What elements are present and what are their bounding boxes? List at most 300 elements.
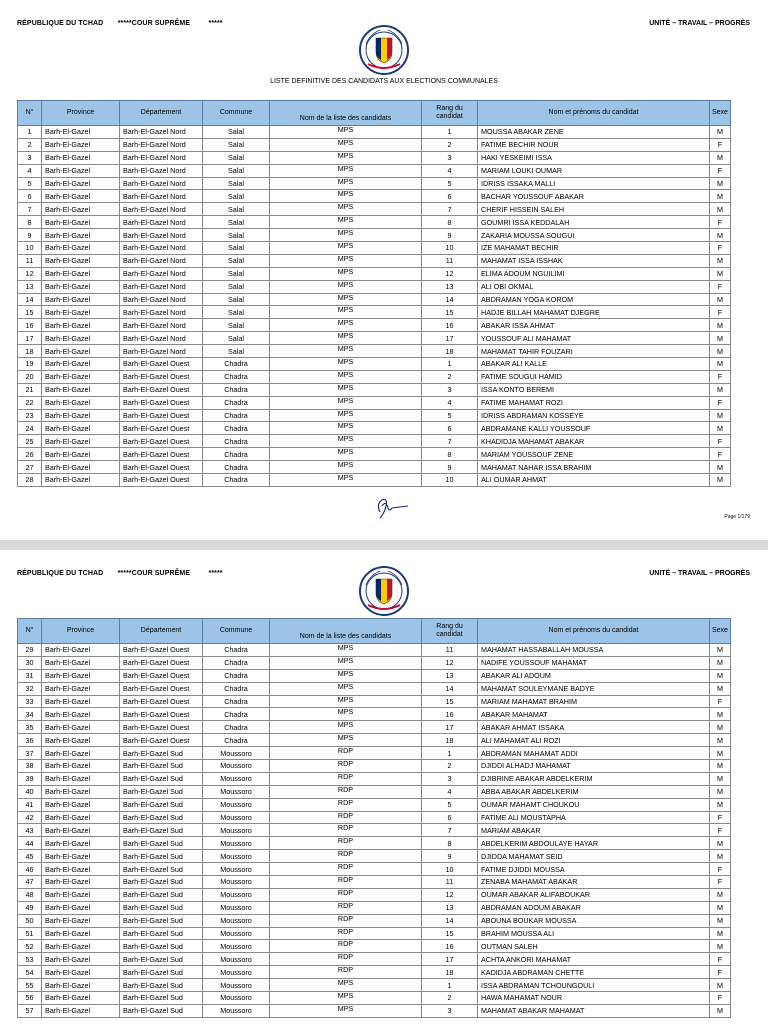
cell-province: Barh-El-Gazel — [42, 435, 120, 448]
cell-rang: 13 — [422, 901, 478, 914]
col-header-commune: Commune — [203, 619, 270, 644]
cell-liste: MPS — [270, 138, 422, 151]
table-header-row — [18, 619, 731, 644]
col-header-nom: Nom et prénoms du candidat — [478, 619, 710, 644]
cell-rang: 1 — [422, 979, 478, 992]
cell-nom: MARIAM YOUSSOUF ZENE — [478, 448, 710, 461]
table-row — [18, 319, 731, 332]
cell-num: 36 — [18, 734, 42, 747]
cell-province: Barh-El-Gazel — [42, 280, 120, 293]
cell-num: 28 — [18, 474, 42, 487]
cell-province: Barh-El-Gazel — [42, 448, 120, 461]
cell-nom: ZAKARIA MOUSSA SOUGUI — [478, 229, 710, 242]
cell-num: 48 — [18, 888, 42, 901]
table-row — [18, 824, 731, 837]
cell-sexe: F — [710, 863, 731, 876]
cell-nom: ACHTA ANKORI MAHAMAT — [478, 953, 710, 966]
cell-num: 19 — [18, 358, 42, 371]
col-header-num: N° — [18, 101, 42, 126]
cell-province: Barh-El-Gazel — [42, 656, 120, 669]
cell-liste: MPS — [270, 695, 422, 708]
cell-province: Barh-El-Gazel — [42, 876, 120, 889]
cell-nom: FATIME MAHAMAT ROZI — [478, 396, 710, 409]
cell-province: Barh-El-Gazel — [42, 927, 120, 940]
cell-sexe: F — [710, 216, 731, 229]
cell-commune: Chadra — [203, 358, 270, 371]
cell-departement: Barh-El-Gazel Sud — [120, 785, 203, 798]
cell-liste: RDP — [270, 772, 422, 785]
cell-rang: 5 — [422, 798, 478, 811]
table-row — [18, 940, 731, 953]
cell-sexe: F — [710, 448, 731, 461]
cell-num: 41 — [18, 798, 42, 811]
cell-rang: 10 — [422, 242, 478, 255]
cell-commune: Chadra — [203, 448, 270, 461]
cell-nom: MAHAMAT SOULEYMANE BADYE — [478, 682, 710, 695]
cell-liste: MPS — [270, 254, 422, 267]
cell-num: 43 — [18, 824, 42, 837]
cell-province: Barh-El-Gazel — [42, 760, 120, 773]
cell-liste: RDP — [270, 953, 422, 966]
cell-commune: Salal — [203, 280, 270, 293]
cell-rang: 4 — [422, 164, 478, 177]
cell-commune: Moussoro — [203, 992, 270, 1005]
cell-commune: Moussoro — [203, 824, 270, 837]
cell-nom: ABDRAMAN YOGA KOROM — [478, 293, 710, 306]
table-row — [18, 914, 731, 927]
cell-sexe: F — [710, 435, 731, 448]
cell-num: 51 — [18, 927, 42, 940]
cell-province: Barh-El-Gazel — [42, 708, 120, 721]
cell-commune: Moussoro — [203, 966, 270, 979]
cell-province: Barh-El-Gazel — [42, 422, 120, 435]
table-row — [18, 888, 731, 901]
cell-commune: Salal — [203, 319, 270, 332]
cell-departement: Barh-El-Gazel Sud — [120, 992, 203, 1005]
cell-departement: Barh-El-Gazel Ouest — [120, 708, 203, 721]
table-body — [18, 644, 731, 1018]
cell-nom: MAHAMAT TAHIR FOUZARI — [478, 345, 710, 358]
table-row — [18, 306, 731, 319]
cell-nom: ISSA ABDRAMAN TCHOUNGOULI — [478, 979, 710, 992]
cell-province: Barh-El-Gazel — [42, 358, 120, 371]
cell-sexe: M — [710, 229, 731, 242]
cell-num: 5 — [18, 177, 42, 190]
table-row — [18, 850, 731, 863]
header-country-court: RÉPUBLIQUE DU TCHAD *****COUR SUPRÊME ***** — [17, 20, 223, 27]
table-row — [18, 422, 731, 435]
cell-nom: MOUSSA ABAKAR ZENE — [478, 126, 710, 139]
cell-departement: Barh-El-Gazel Sud — [120, 940, 203, 953]
page-separator — [0, 540, 768, 550]
cell-province: Barh-El-Gazel — [42, 811, 120, 824]
cell-commune: Moussoro — [203, 850, 270, 863]
cell-num: 50 — [18, 914, 42, 927]
cell-departement: Barh-El-Gazel Nord — [120, 267, 203, 280]
cell-departement: Barh-El-Gazel Sud — [120, 1004, 203, 1017]
cell-nom: FATIME DJIDDI MOUSSA — [478, 863, 710, 876]
cell-departement: Barh-El-Gazel Sud — [120, 953, 203, 966]
cell-rang: 3 — [422, 151, 478, 164]
cell-rang: 1 — [422, 126, 478, 139]
table-row — [18, 293, 731, 306]
cell-nom: IDRISS ISSAKA MALLI — [478, 177, 710, 190]
cell-province: Barh-El-Gazel — [42, 940, 120, 953]
cell-sexe: M — [710, 461, 731, 474]
cell-rang: 5 — [422, 409, 478, 422]
cell-commune: Moussoro — [203, 940, 270, 953]
cell-liste: RDP — [270, 798, 422, 811]
cell-departement: Barh-El-Gazel Nord — [120, 254, 203, 267]
cell-nom: ALI OBI OKMAL — [478, 280, 710, 293]
cell-rang: 7 — [422, 435, 478, 448]
cell-rang: 7 — [422, 824, 478, 837]
cell-num: 44 — [18, 837, 42, 850]
cell-departement: Barh-El-Gazel Ouest — [120, 383, 203, 396]
cell-sexe: M — [710, 979, 731, 992]
table-header-row — [18, 101, 731, 126]
cell-sexe: M — [710, 126, 731, 139]
cell-commune: Chadra — [203, 721, 270, 734]
cell-num: 32 — [18, 682, 42, 695]
cell-province: Barh-El-Gazel — [42, 216, 120, 229]
cell-province: Barh-El-Gazel — [42, 306, 120, 319]
cell-liste: RDP — [270, 824, 422, 837]
cell-departement: Barh-El-Gazel Nord — [120, 280, 203, 293]
cell-commune: Salal — [203, 332, 270, 345]
cell-commune: Salal — [203, 177, 270, 190]
cell-commune: Chadra — [203, 370, 270, 383]
cell-province: Barh-El-Gazel — [42, 151, 120, 164]
cell-sexe: F — [710, 695, 731, 708]
cell-liste: MPS — [270, 267, 422, 280]
table-row — [18, 461, 731, 474]
cell-departement: Barh-El-Gazel Nord — [120, 242, 203, 255]
cell-rang: 11 — [422, 254, 478, 267]
cell-commune: Chadra — [203, 383, 270, 396]
cell-sexe: F — [710, 953, 731, 966]
header-country-court: RÉPUBLIQUE DU TCHAD *****COUR SUPRÊME ***** — [17, 570, 223, 577]
cell-nom: ISSA KONTO BEREMI — [478, 383, 710, 396]
cell-nom: ALI OUMAR AHMAT — [478, 474, 710, 487]
cell-num: 12 — [18, 267, 42, 280]
cell-rang: 17 — [422, 332, 478, 345]
cell-sexe: M — [710, 901, 731, 914]
cell-nom: MAHAMAT HASSABALLAH MOUSSA — [478, 644, 710, 657]
cell-rang: 2 — [422, 760, 478, 773]
cell-nom: HAWA MAHAMAT NOUR — [478, 992, 710, 1005]
table-row — [18, 695, 731, 708]
cell-rang: 11 — [422, 644, 478, 657]
cell-commune: Chadra — [203, 682, 270, 695]
table-row — [18, 280, 731, 293]
cell-departement: Barh-El-Gazel Nord — [120, 164, 203, 177]
cell-num: 20 — [18, 370, 42, 383]
cell-liste: MPS — [270, 177, 422, 190]
cell-rang: 12 — [422, 267, 478, 280]
cell-num: 2 — [18, 138, 42, 151]
cell-nom: FATIME BECHIR NOUR — [478, 138, 710, 151]
cell-num: 27 — [18, 461, 42, 474]
cell-nom: KHADIDJA MAHAMAT ABAKAR — [478, 435, 710, 448]
cell-commune: Chadra — [203, 669, 270, 682]
cell-liste: RDP — [270, 940, 422, 953]
cell-sexe: M — [710, 474, 731, 487]
cell-rang: 17 — [422, 953, 478, 966]
cell-rang: 15 — [422, 306, 478, 319]
cell-liste: MPS — [270, 383, 422, 396]
cell-departement: Barh-El-Gazel Sud — [120, 850, 203, 863]
cell-commune: Chadra — [203, 474, 270, 487]
cell-sexe: M — [710, 1004, 731, 1017]
cell-num: 33 — [18, 695, 42, 708]
cell-sexe: M — [710, 914, 731, 927]
cell-commune: Chadra — [203, 435, 270, 448]
page-number: Page 1/179 — [724, 514, 750, 520]
cell-commune: Chadra — [203, 461, 270, 474]
cell-liste: MPS — [270, 461, 422, 474]
cell-rang: 1 — [422, 747, 478, 760]
cell-province: Barh-El-Gazel — [42, 824, 120, 837]
cell-departement: Barh-El-Gazel Ouest — [120, 656, 203, 669]
cell-rang: 3 — [422, 1004, 478, 1017]
cell-num: 1 — [18, 126, 42, 139]
cell-departement: Barh-El-Gazel Ouest — [120, 682, 203, 695]
cell-nom: ABDRAMANE KALLI YOUSSOUF — [478, 422, 710, 435]
cell-rang: 15 — [422, 927, 478, 940]
cell-commune: Moussoro — [203, 811, 270, 824]
cell-nom: ABAKAR ALI KALLE — [478, 358, 710, 371]
cell-commune: Moussoro — [203, 747, 270, 760]
cell-liste: MPS — [270, 669, 422, 682]
cell-num: 25 — [18, 435, 42, 448]
cell-liste: MPS — [270, 216, 422, 229]
cell-liste: RDP — [270, 811, 422, 824]
cell-liste: MPS — [270, 229, 422, 242]
cell-nom: CHERIF HISSEIN SALEH — [478, 203, 710, 216]
cell-rang: 2 — [422, 370, 478, 383]
cell-commune: Chadra — [203, 644, 270, 657]
cell-rang: 14 — [422, 682, 478, 695]
cell-nom: ABDELKERIM ABDOULAYE HAYAR — [478, 837, 710, 850]
cell-departement: Barh-El-Gazel Ouest — [120, 358, 203, 371]
cell-sexe: M — [710, 190, 731, 203]
cell-commune: Chadra — [203, 656, 270, 669]
cell-liste: MPS — [270, 280, 422, 293]
cell-num: 52 — [18, 940, 42, 953]
cell-nom: YOUSSOUF ALI MAHAMAT — [478, 332, 710, 345]
cell-departement: Barh-El-Gazel Sud — [120, 876, 203, 889]
cell-departement: Barh-El-Gazel Nord — [120, 151, 203, 164]
handwritten-signature — [370, 492, 410, 522]
cell-departement: Barh-El-Gazel Ouest — [120, 669, 203, 682]
cell-sexe: M — [710, 177, 731, 190]
cell-departement: Barh-El-Gazel Sud — [120, 863, 203, 876]
cell-commune: Moussoro — [203, 901, 270, 914]
cell-liste: MPS — [270, 721, 422, 734]
cell-liste: RDP — [270, 863, 422, 876]
cell-commune: Chadra — [203, 422, 270, 435]
cell-sexe: F — [710, 280, 731, 293]
cell-province: Barh-El-Gazel — [42, 953, 120, 966]
cell-liste: RDP — [270, 888, 422, 901]
cell-sexe: M — [710, 798, 731, 811]
cell-sexe: F — [710, 966, 731, 979]
cell-liste: MPS — [270, 190, 422, 203]
cell-sexe: M — [710, 760, 731, 773]
cell-liste: MPS — [270, 332, 422, 345]
col-header-province: Province — [42, 619, 120, 644]
cell-sexe: F — [710, 370, 731, 383]
cell-province: Barh-El-Gazel — [42, 190, 120, 203]
cell-province: Barh-El-Gazel — [42, 1004, 120, 1017]
table-row — [18, 811, 731, 824]
cell-sexe: M — [710, 888, 731, 901]
table-row — [18, 164, 731, 177]
cell-province: Barh-El-Gazel — [42, 474, 120, 487]
cell-num: 38 — [18, 760, 42, 773]
cell-rang: 13 — [422, 280, 478, 293]
cell-departement: Barh-El-Gazel Sud — [120, 798, 203, 811]
cell-province: Barh-El-Gazel — [42, 461, 120, 474]
cell-nom: ABAKAR ISSA AHMAT — [478, 319, 710, 332]
cell-commune: Salal — [203, 126, 270, 139]
cell-province: Barh-El-Gazel — [42, 966, 120, 979]
cell-nom: OUMAR ABAKAR ALIFABOUKAR — [478, 888, 710, 901]
cell-rang: 6 — [422, 811, 478, 824]
cell-province: Barh-El-Gazel — [42, 126, 120, 139]
cell-nom: MAHAMAT NAHAR ISSA BRAHIM — [478, 461, 710, 474]
cell-nom: NADIFE YOUSSOUF MAHAMAT — [478, 656, 710, 669]
cell-rang: 16 — [422, 940, 478, 953]
table-row — [18, 267, 731, 280]
cell-commune: Salal — [203, 190, 270, 203]
col-header-sexe: Sexe — [710, 101, 731, 126]
cell-liste: RDP — [270, 760, 422, 773]
cell-sexe: M — [710, 644, 731, 657]
cell-num: 23 — [18, 409, 42, 422]
candidates-table-page-2 — [17, 618, 731, 1018]
cell-sexe: F — [710, 164, 731, 177]
document-title: LISTE DEFINITIVE DES CANDIDATS AUX ELECTIONS COMMUNALES — [270, 78, 498, 85]
cell-rang: 2 — [422, 992, 478, 1005]
cell-num: 53 — [18, 953, 42, 966]
cell-liste: MPS — [270, 435, 422, 448]
cell-rang: 11 — [422, 876, 478, 889]
cell-sexe: F — [710, 242, 731, 255]
table-row — [18, 979, 731, 992]
cell-num: 45 — [18, 850, 42, 863]
cell-sexe: M — [710, 837, 731, 850]
cell-departement: Barh-El-Gazel Nord — [120, 138, 203, 151]
cell-departement: Barh-El-Gazel Ouest — [120, 370, 203, 383]
cell-num: 29 — [18, 644, 42, 657]
table-row — [18, 863, 731, 876]
cell-liste: MPS — [270, 151, 422, 164]
cell-num: 17 — [18, 332, 42, 345]
cell-nom: ALI MAHAMAT ALI ROZI — [478, 734, 710, 747]
cell-departement: Barh-El-Gazel Sud — [120, 837, 203, 850]
cell-rang: 18 — [422, 734, 478, 747]
cell-num: 4 — [18, 164, 42, 177]
cell-liste: MPS — [270, 126, 422, 139]
cell-num: 22 — [18, 396, 42, 409]
cell-num: 46 — [18, 863, 42, 876]
cell-liste: MPS — [270, 306, 422, 319]
cell-liste: MPS — [270, 448, 422, 461]
cell-sexe: M — [710, 409, 731, 422]
cell-departement: Barh-El-Gazel Nord — [120, 332, 203, 345]
cell-sexe: F — [710, 876, 731, 889]
candidates-table-page-1 — [17, 100, 731, 487]
cell-liste: MPS — [270, 409, 422, 422]
cell-liste: MPS — [270, 1004, 422, 1017]
table-row — [18, 798, 731, 811]
cell-sexe: M — [710, 747, 731, 760]
cell-province: Barh-El-Gazel — [42, 383, 120, 396]
cell-departement: Barh-El-Gazel Nord — [120, 203, 203, 216]
cell-commune: Moussoro — [203, 888, 270, 901]
cell-sexe: M — [710, 319, 731, 332]
cell-liste: MPS — [270, 358, 422, 371]
cell-num: 9 — [18, 229, 42, 242]
cell-commune: Chadra — [203, 708, 270, 721]
cell-num: 7 — [18, 203, 42, 216]
cell-rang: 4 — [422, 396, 478, 409]
cell-nom: KADIDJA ABDRAMAN CHETTE — [478, 966, 710, 979]
cell-num: 49 — [18, 901, 42, 914]
cell-sexe: F — [710, 824, 731, 837]
cell-sexe: M — [710, 669, 731, 682]
cell-sexe: F — [710, 138, 731, 151]
cell-departement: Barh-El-Gazel Sud — [120, 966, 203, 979]
cell-rang: 8 — [422, 216, 478, 229]
cell-province: Barh-El-Gazel — [42, 332, 120, 345]
table-row — [18, 992, 731, 1005]
table-row — [18, 927, 731, 940]
table-row — [18, 216, 731, 229]
cell-liste: MPS — [270, 992, 422, 1005]
cell-rang: 9 — [422, 850, 478, 863]
cell-commune: Chadra — [203, 734, 270, 747]
cell-num: 13 — [18, 280, 42, 293]
table-row — [18, 383, 731, 396]
cell-province: Barh-El-Gazel — [42, 203, 120, 216]
cell-sexe: M — [710, 927, 731, 940]
table-row — [18, 876, 731, 889]
cell-rang: 6 — [422, 190, 478, 203]
cell-province: Barh-El-Gazel — [42, 319, 120, 332]
cell-nom: DJIDDI ALHADJ MAHAMAT — [478, 760, 710, 773]
cell-departement: Barh-El-Gazel Sud — [120, 811, 203, 824]
cell-sexe: M — [710, 721, 731, 734]
cell-liste: RDP — [270, 747, 422, 760]
cell-liste: RDP — [270, 927, 422, 940]
cell-num: 37 — [18, 747, 42, 760]
cell-province: Barh-El-Gazel — [42, 850, 120, 863]
cell-commune: Chadra — [203, 396, 270, 409]
cell-departement: Barh-El-Gazel Ouest — [120, 448, 203, 461]
table-row — [18, 656, 731, 669]
cell-commune: Salal — [203, 293, 270, 306]
cell-sexe: M — [710, 254, 731, 267]
col-header-departement: Département — [120, 101, 203, 126]
cell-province: Barh-El-Gazel — [42, 267, 120, 280]
cell-rang: 15 — [422, 695, 478, 708]
cell-num: 30 — [18, 656, 42, 669]
cell-province: Barh-El-Gazel — [42, 682, 120, 695]
cell-rang: 10 — [422, 863, 478, 876]
